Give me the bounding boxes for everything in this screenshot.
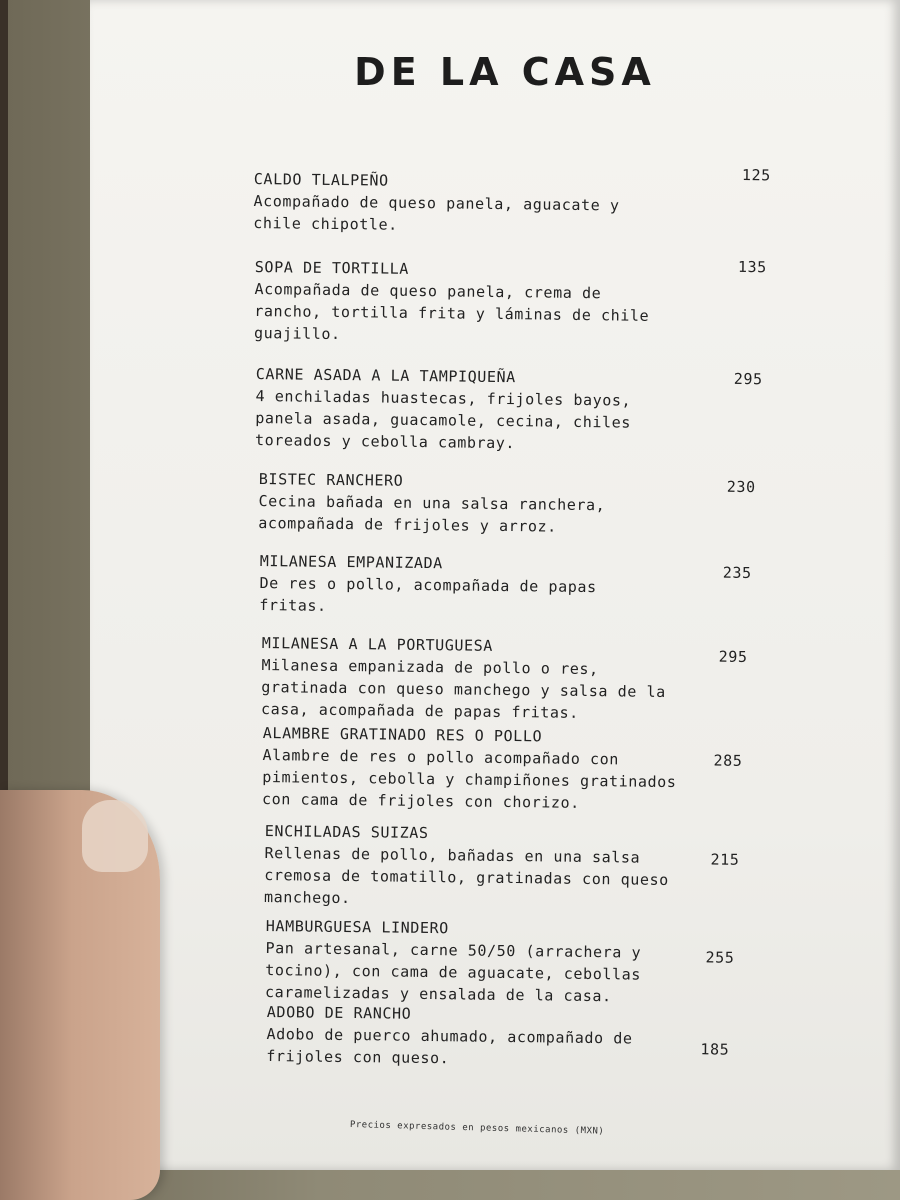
menu-item-price: 285 <box>713 751 743 770</box>
menu-page <box>90 0 900 1170</box>
thumb-nail <box>82 800 148 872</box>
menu-item-name: ENCHILADAS SUIZAS <box>264 821 429 842</box>
menu-item-description: Acompañada de queso panela, crema de rancho, tortilla frita y láminas de chile guajillo. <box>253 279 650 344</box>
menu-item-name: BISTEC RANCHERO <box>258 469 404 490</box>
menu-item-description: Milanesa empanizada de pollo o res, gratinada con queso manchego y salsa de la casa, acompañada de papas fritas. <box>260 655 666 722</box>
menu-item <box>262 722 843 817</box>
menu-item <box>258 468 839 541</box>
menu-item <box>261 632 842 727</box>
menu-item-description: Cecina bañada en una salsa ranchera, acompañada de frijoles y arroz. <box>258 491 606 536</box>
menu-item-price: 295 <box>718 647 748 666</box>
menu-item-description: Acompañado de queso panela, aguacate y chile chipotle. <box>253 191 620 234</box>
menu-item-description: De res o pollo, acompañada de papas fritas. <box>259 573 597 615</box>
menu-item-price: 215 <box>710 850 740 869</box>
menu-item-price: 185 <box>700 1040 730 1059</box>
menu-item <box>264 820 845 915</box>
menu-item-description: Adobo de puerco ahumado, acompañado de frijoles con queso. <box>266 1024 633 1068</box>
menu-item <box>253 165 834 241</box>
menu-item-price: 255 <box>705 948 735 967</box>
menu-item <box>266 1001 847 1074</box>
menu-item <box>254 256 835 351</box>
menu-item-name: SOPA DE TORTILLA <box>254 257 410 278</box>
menu-item-name: ADOBO DE RANCHO <box>266 1002 412 1023</box>
menu-item-name: CALDO TLALPEÑO <box>253 169 389 190</box>
menu-item-name: ALAMBRE GRATINADO RES O POLLO <box>262 723 543 746</box>
page-title: DE LA CASA <box>354 50 656 94</box>
menu-item-price: 135 <box>737 257 767 277</box>
menu-item-name: MILANESA A LA PORTUGUESA <box>261 633 494 655</box>
menu-item-name: MILANESA EMPANIZADA <box>259 551 443 573</box>
menu-item-price: 125 <box>741 165 771 185</box>
footer-note: Precios expresados en pesos mexicanos (MXN) <box>349 1120 605 1137</box>
menu-item <box>255 363 836 458</box>
menu-item-description: Pan artesanal, carne 50/50 (arrachera y tocino), con cama de aguacate, cebollas caramelizadas y ensalada de la casa. <box>264 938 642 1006</box>
menu-item-name: CARNE ASADA A LA TAMPIQUEÑA <box>255 364 516 387</box>
menu-item-name: HAMBURGUESA LINDERO <box>265 916 449 938</box>
menu-item <box>265 915 846 1010</box>
menu-item-price: 230 <box>726 477 756 497</box>
menu-item-description: Rellenas de pollo, bañadas en una salsa cremosa de tomatillo, gratinadas con queso manchego. <box>263 843 669 908</box>
menu-item-price: 235 <box>722 563 752 583</box>
menu-item-description: Alambre de res o pollo acompañado con pimientos, cebolla y champiñones gratinados con cama de frijoles con chorizo. <box>261 745 677 812</box>
menu-item <box>259 550 840 623</box>
menu-item-price: 295 <box>733 369 763 389</box>
menu-item-description: 4 enchiladas huastecas, frijoles bayos, panela asada, guacamole, cecina, chiles toreados y cebolla cambray. <box>254 386 632 453</box>
